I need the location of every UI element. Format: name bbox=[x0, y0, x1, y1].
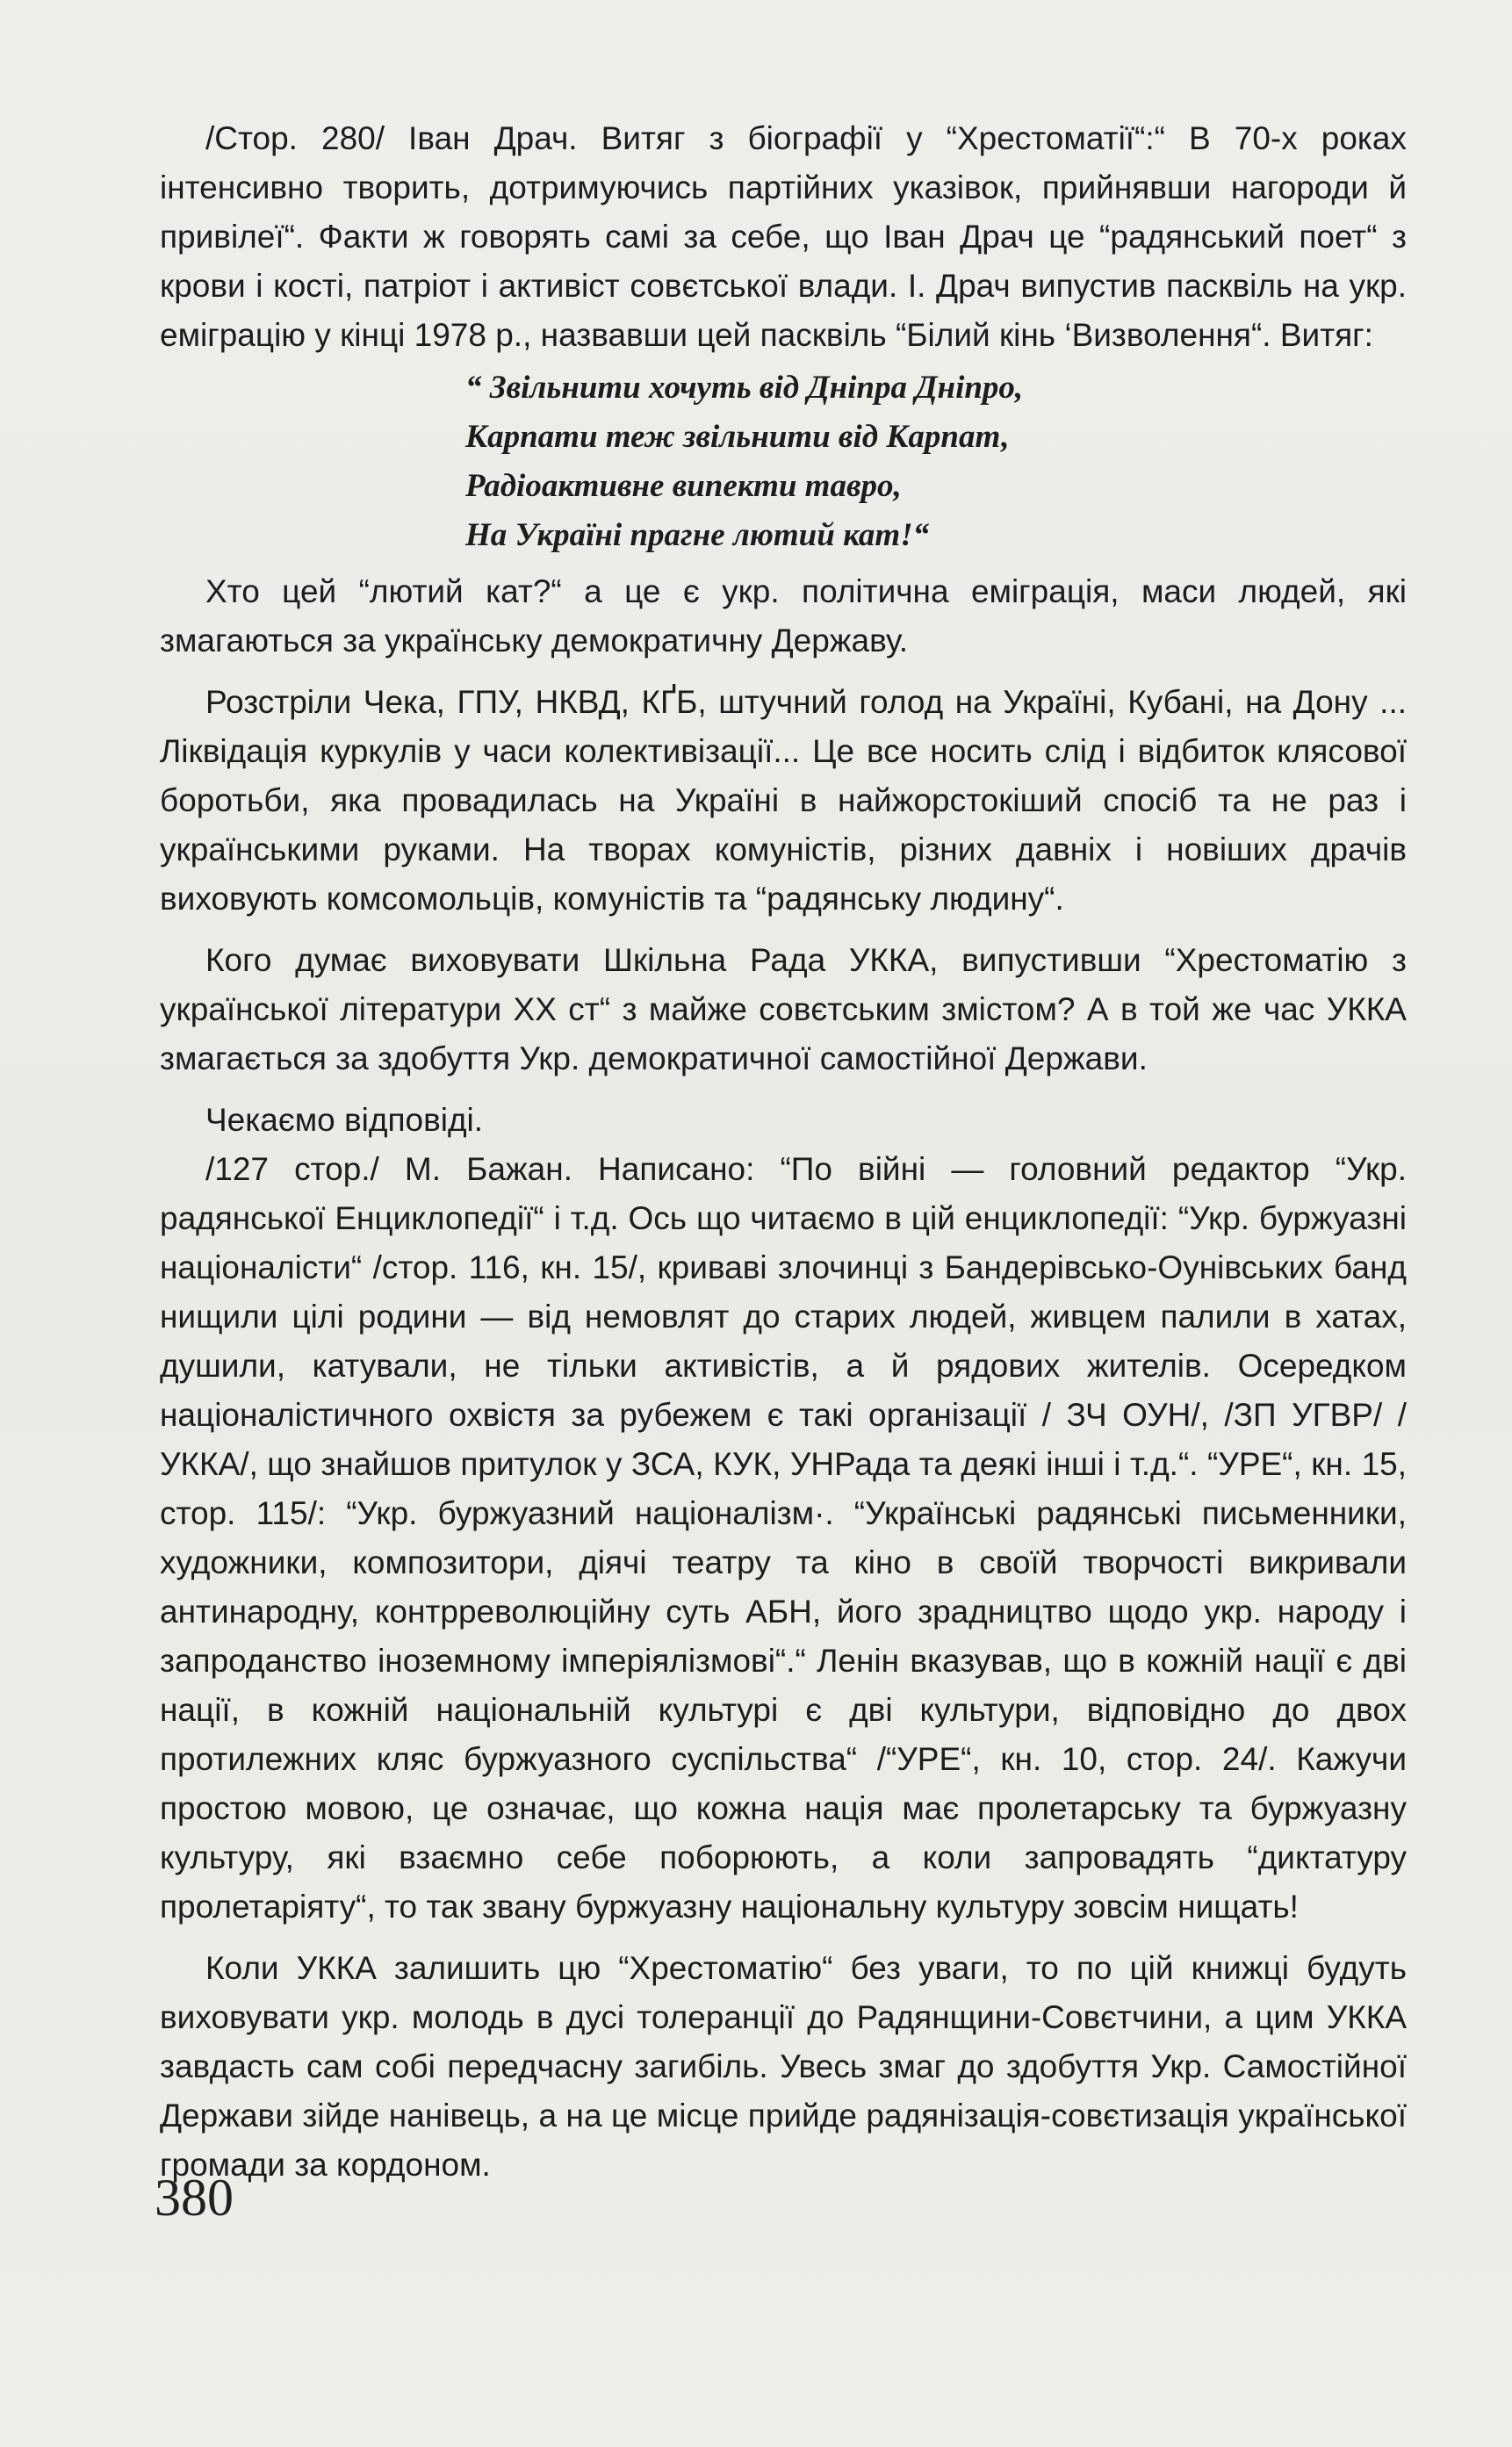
paragraph-awaiting-answer: Чекаємо відповіді. bbox=[205, 1102, 484, 1138]
poem-line: “ Звільнити хочуть від Дніпра Дніпро, bbox=[465, 370, 1024, 406]
paragraph-executions: Розстріли Чека, ГПУ, НКВД, КҐБ, штучний голод на Україні, Кубані, на Дону ... Ліквідація куркулів у часи колективізації... Це все носить слід і відбиток клясової боротьби, яка провадилась на Україні в найжорстокіший спосіб та не раз і українськими руками. На творах комуністів, різних давніх і новіших драчів виховують комсомольців, комуністів та “радянську людину“. bbox=[160, 684, 1407, 917]
page-body bbox=[160, 114, 1407, 2190]
paragraph-bazhan: /127 стор./ М. Бажан. Написано: “По війні — головний редактор “Укр. радянської Енциклопедії“ і т.д. Ось що читаємо в цій енциклопедії: “Укр. буржуазні націоналісти“ /стор. 116, кн. 15/, криваві злочинці з Бандерівсько-Оунівських банд нищили цілі родини — від немовлят до старих людей, живцем палили в хатах, душили, катували, не тільки активістів, а й рядових жителів. Осередком націоналістичного охвістя за рубежем є такі організації / ЗЧ ОУН/, /ЗП УГВР/ /УККА/, що знайшов притулок у ЗСА, КУК, УНРада та деякі інші і т.д.“. “УРЕ“, кн. 15, стор. 115/: “Укр. буржуазний націоналізм·. “Українські радянські письменники, художники, композитори, діячі театру та кіно в своїй творчості викривали антинародну, контрреволюційну суть АБН, його зрадництво щодо укр. народу і запроданство іноземному імперіялізмові“.“ Ленін вказував, що в кожній нації є дві нації, в кожній національній культурі є дві культури, відповідно до двох протилежних кляс буржуазного суспільства“ /“УРЕ“, кн. 10, стор. 24/. Кажучи простою мовою, це означає, що кожна нація має пролетарську та буржуазну культуру, які взаємно себе поборюють, а коли запровадять “диктатуру пролетаріяту“, то так звану буржуазну національну культуру зовсім нищать! bbox=[160, 1151, 1407, 1925]
poem-line: Радіоактивне випекти тавро, bbox=[465, 468, 902, 504]
paragraph-who-is-executioner: Хто цей “лютий кат?“ а це є укр. політична еміграція, маси людей, які змагаються за українську демократичну Державу. bbox=[160, 573, 1407, 659]
paragraph-school-board: Кого думає виховувати Шкільна Рада УККА, випустивши “Хрестоматію з української літератури XX ст“ з майже совєтським змістом? А в той же час УККА змагається за здобуття Укр. демократичної самостійної Держави. bbox=[160, 942, 1407, 1076]
page-number: 380 bbox=[155, 2169, 234, 2227]
poem-line: Карпати теж звільнити від Карпат, bbox=[465, 419, 1010, 455]
paragraph-drach-intro: /Стор. 280/ Іван Драч. Витяг з біографії у “Хрестоматії“:“ В 70-х роках інтенсивно творить, дотримуючись партійних указівок, прийнявши нагороди й привілеї“. Факти ж говорять самі за себе, що Іван Драч це “радянський поет“ з крови і кості, патріот і активіст совєтської влади. І. Драч випустив пасквіль на укр. еміграцію у кінці 1978 р., назвавши цей пасквіль “Білий кінь ‘Визволення“. Витяг: bbox=[160, 120, 1407, 353]
paragraph-conclusion: Коли УККА залишить цю “Хрестоматію“ без уваги, то по цій книжці будуть виховувати укр. молодь в дусі толеранції до Радянщини-Совєтчини, а цим УККА завдасть сам собі передчасну загибіль. Увесь змаг до здобуття Укр. Самостійної Держави зійде нанівець, а на це місце прийде радянізація-совєтизація української громади за кордоном. bbox=[160, 1950, 1407, 2183]
poem-quote bbox=[465, 363, 1407, 560]
poem-line: На Україні прагне лютий кат!“ bbox=[465, 517, 930, 553]
